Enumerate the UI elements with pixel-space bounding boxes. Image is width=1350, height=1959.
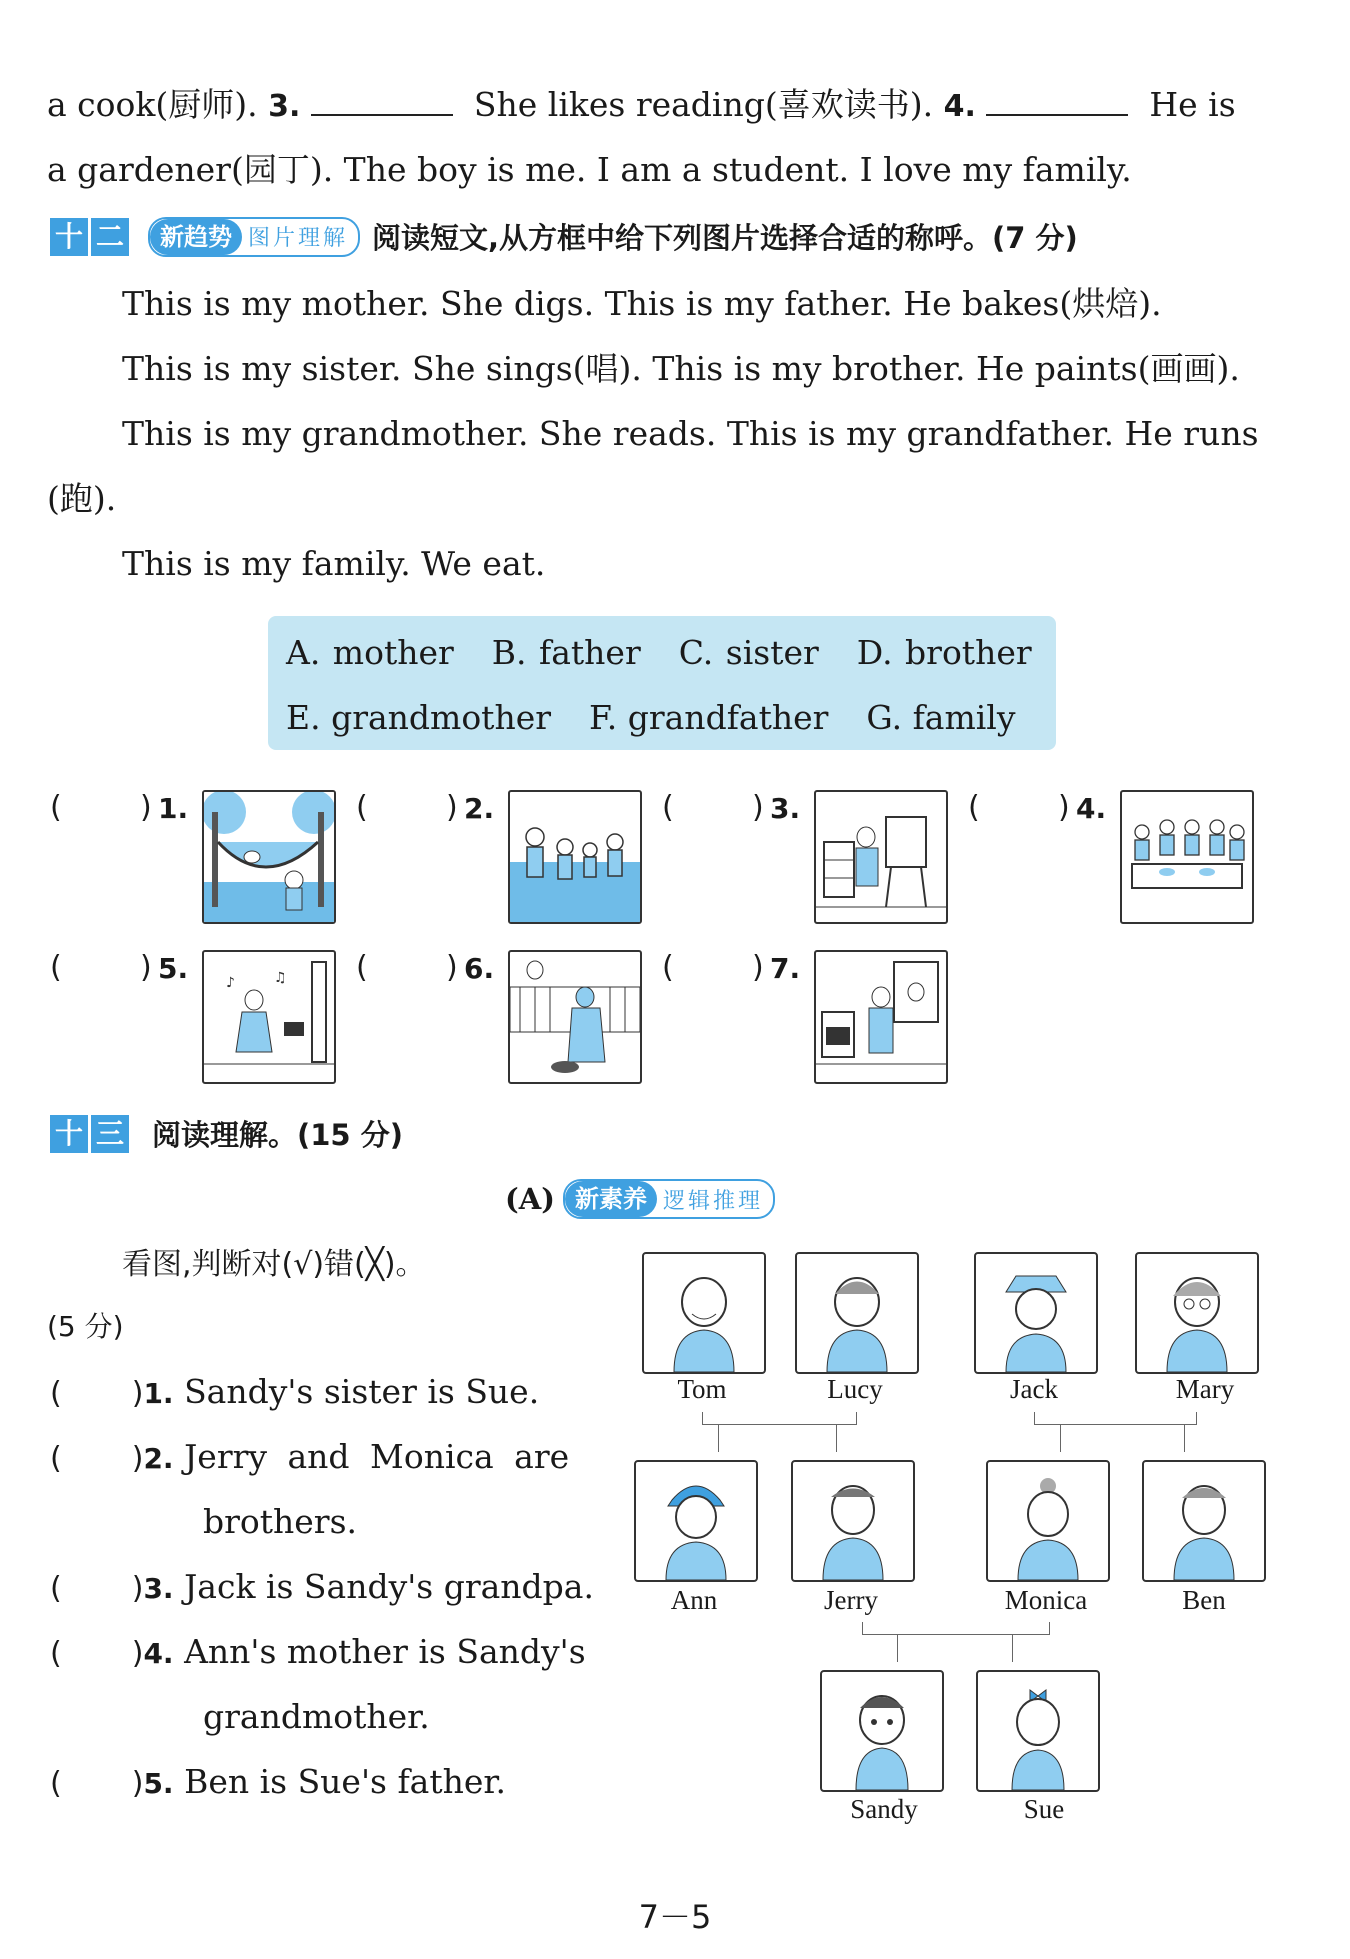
tf-instruction: 看图,判断对(√)错(╳)。	[122, 1247, 426, 1282]
picture-family-walking	[508, 790, 642, 924]
picture-painting	[814, 790, 948, 924]
tf-question-4: ( )4. Ann's mother is Sandy's	[50, 1632, 586, 1671]
picture-family-eating	[1120, 790, 1254, 924]
tf-question-2: ( )2. Jerry and Monica are	[50, 1437, 570, 1476]
name-sandy: Sandy	[850, 1794, 918, 1824]
portrait-lucy	[795, 1252, 919, 1374]
name-monica: Monica	[1004, 1585, 1088, 1615]
portrait-jack	[974, 1252, 1098, 1374]
picture-baking	[814, 950, 948, 1084]
portrait-mary	[1135, 1252, 1259, 1374]
answer-slot[interactable]	[702, 790, 742, 826]
answer-slot[interactable]	[396, 950, 436, 986]
trend-tag: 新趋势 图片理解	[148, 217, 360, 257]
passage-line-2: This is my sister. She sings(唱). This is my brother. He paints(画画).	[122, 349, 1240, 388]
section-12-heading	[50, 216, 1078, 257]
literacy-tag: 新素养 逻辑推理	[563, 1179, 775, 1219]
options-row-1: A. mother B. father C. sister D. brother	[286, 633, 1032, 672]
answer-blank-4[interactable]	[986, 86, 1128, 116]
tf-question-2-cont: brothers.	[203, 1502, 358, 1541]
answer-slot[interactable]	[702, 950, 742, 986]
answer-blank-3[interactable]	[311, 86, 453, 116]
tree-connector-jerry-monica	[862, 1622, 1050, 1635]
name-tom: Tom	[677, 1374, 727, 1404]
tf-question-5: ( )5. Ben is Sue's father.	[50, 1762, 507, 1801]
page-number: 7－5	[638, 1898, 712, 1936]
tree-drop-ann	[718, 1424, 719, 1452]
section-13-heading	[50, 1113, 403, 1154]
text-line-1: a cook(厨师). 3. She likes reading(喜欢读书). 4. He is	[47, 85, 1236, 124]
name-jack: Jack	[1010, 1374, 1058, 1404]
name-ann: Ann	[670, 1585, 718, 1615]
name-jerry: Jerry	[824, 1585, 878, 1615]
svg-text:♪: ♪	[226, 975, 235, 991]
tf-question-1: ( )1. Sandy's sister is Sue.	[50, 1372, 540, 1411]
answer-slot[interactable]	[90, 790, 130, 826]
section-13-title: 阅读理解。(15 分)	[152, 1118, 403, 1152]
portrait-sue	[976, 1670, 1100, 1792]
portrait-jerry	[791, 1460, 915, 1582]
tree-drop-monica	[1060, 1424, 1061, 1452]
tree-drop-sandy	[897, 1634, 898, 1662]
section-number-12: 十 二	[50, 218, 132, 256]
answer-slot[interactable]	[90, 950, 130, 986]
tf-question-4-cont: grandmother.	[203, 1697, 430, 1736]
picture-singing	[202, 950, 336, 1084]
answer-slot[interactable]	[396, 790, 436, 826]
tree-drop-ben	[1184, 1424, 1185, 1452]
portrait-tom	[642, 1252, 766, 1374]
answer-slot[interactable]	[1008, 790, 1048, 826]
portrait-sandy	[820, 1670, 944, 1792]
options-box	[268, 616, 1056, 750]
name-ben: Ben	[1182, 1585, 1226, 1615]
tree-drop-sue	[1012, 1634, 1013, 1662]
section-number-13: 十 三	[50, 1115, 132, 1153]
picture-hammock-running	[202, 790, 336, 924]
name-lucy: Lucy	[827, 1374, 883, 1404]
part-a-heading: (A) 新素养 逻辑推理	[505, 1179, 775, 1219]
tree-drop-jerry	[836, 1424, 837, 1452]
passage-line-4: (跑).	[47, 479, 117, 518]
name-sue: Sue	[1023, 1794, 1065, 1824]
portrait-ann	[634, 1460, 758, 1582]
portrait-ben	[1142, 1460, 1266, 1582]
svg-text:♫: ♫	[274, 970, 287, 986]
portrait-monica	[986, 1460, 1110, 1582]
name-mary: Mary	[1175, 1374, 1235, 1404]
text-line-2: a gardener(园丁). The boy is me. I am a student. I love my family.	[47, 150, 1132, 189]
options-row-2: E. grandmother F. grandfather G. family	[286, 698, 1016, 737]
passage-line-5: This is my family. We eat.	[122, 544, 546, 583]
tree-connector-jack-mary	[1034, 1412, 1197, 1425]
passage-line-3: This is my grandmother. She reads. This is my grandfather. He runs	[122, 414, 1259, 453]
passage-line-1: This is my mother. She digs. This is my father. He bakes(烘焙).	[122, 284, 1162, 323]
tf-question-3: ( )3. Jack is Sandy's grandpa.	[50, 1567, 594, 1606]
section-12-instruction: 阅读短文,从方框中给下列图片选择合适的称呼。(7 分)	[372, 221, 1078, 255]
tf-points: (5 分)	[47, 1310, 124, 1343]
picture-digging	[508, 950, 642, 1084]
tree-connector-tom-lucy	[702, 1412, 857, 1425]
